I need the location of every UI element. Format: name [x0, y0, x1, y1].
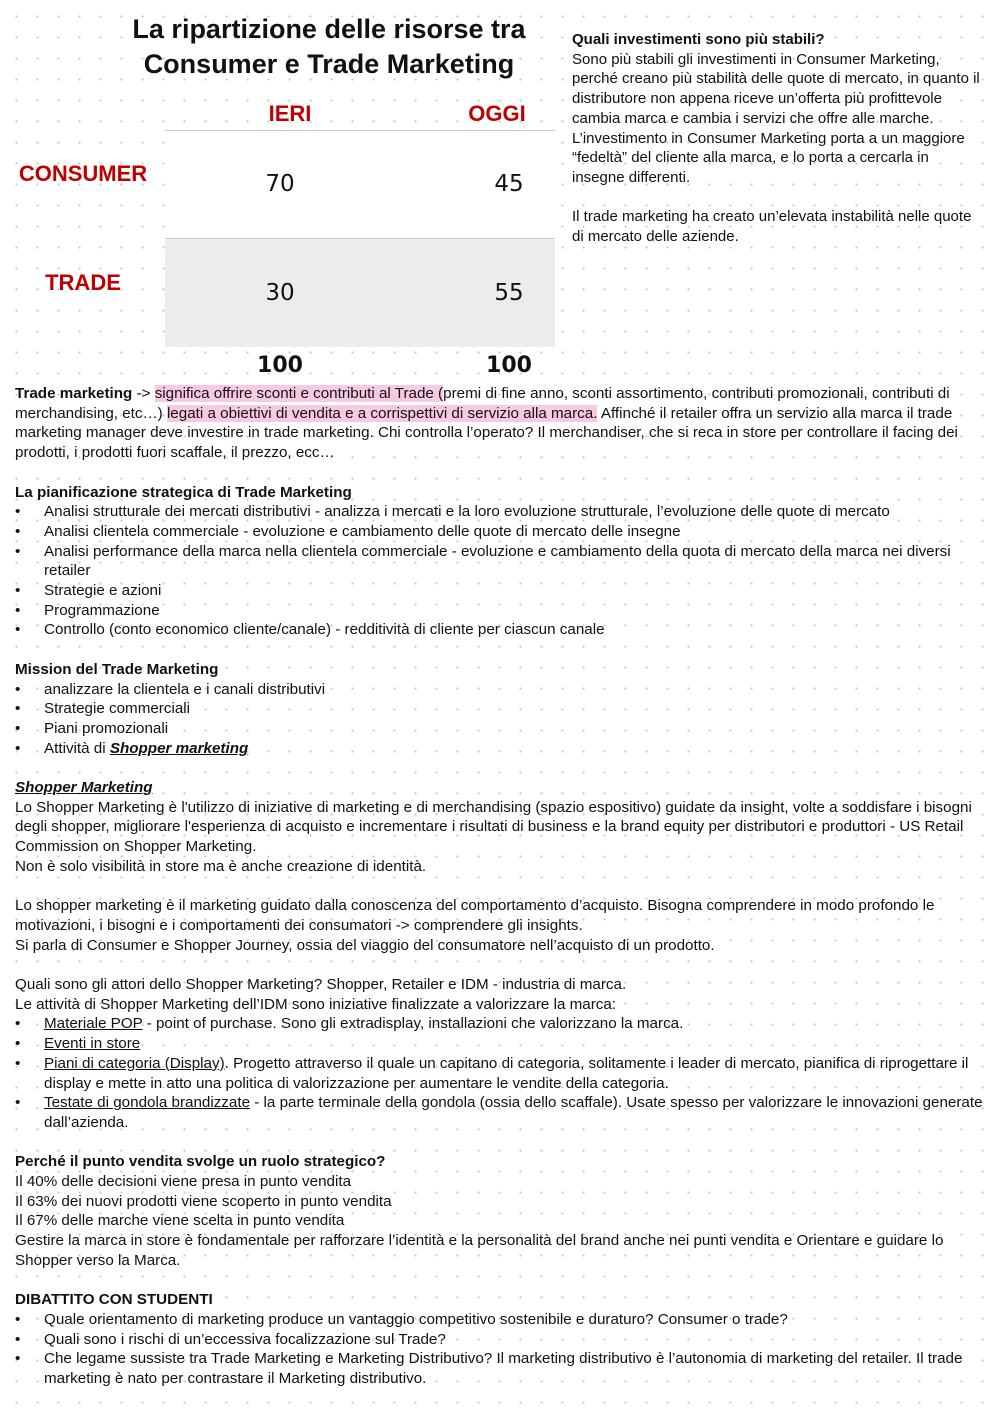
column-header-ieri: IERI	[268, 101, 312, 126]
trade-term: Trade marketing	[15, 385, 133, 402]
cell-consumer-ieri: 70	[265, 171, 295, 197]
definition-mid: premi di fine anno, sconti assortimento, contributi promozionali, contributi di merchandising, etc…)	[15, 385, 950, 422]
main-text	[15, 384, 987, 1389]
shopper-marketing-link[interactable]: Shopper marketing	[109, 739, 249, 757]
cell-trade-oggi: 55	[494, 280, 524, 306]
spacer	[15, 955, 987, 975]
arrow-text: ->	[132, 385, 155, 402]
row-label-consumer: CONSUMER	[18, 161, 148, 186]
spacer	[15, 640, 987, 660]
highlight-1: significa offrire sconti e contributi al Trade (	[154, 385, 444, 402]
side-note	[572, 30, 982, 247]
total-ieri: 100	[257, 353, 303, 378]
item-text: - la parte terminale della gondola (ossia dello scaffale). Usate spesso per valorizzare le innovazioni generate dall’azienda.	[44, 1094, 983, 1131]
spacer	[15, 1133, 987, 1153]
total-oggi: 100	[486, 353, 532, 378]
column-header-oggi: OGGI	[468, 101, 526, 126]
spacer	[572, 188, 982, 208]
shopper-paragraph-3: Lo shopper marketing è il marketing guidato dalla conoscenza del comportamento d’acquisto. Bisogna comprendere in modo profondo le motivazioni, i bisogni e i comportamenti dei consumatori -> comprendere gli insights.	[15, 897, 935, 934]
list-item: • Analisi performance della marca nella clientela commerciale - evoluzione e cambiamento della quota di mercato della marca nei diversi retailer	[15, 542, 987, 581]
list-item: • analizzare la clientela e i canali distributivi	[15, 680, 987, 700]
planning-heading: La pianificazione strategica di Trade Marketing	[15, 483, 352, 501]
shopper-paragraph-4: Si parla di Consumer e Shopper Journey, ossia del viaggio del consumatore nell’acquisto di un prodotto.	[15, 936, 715, 954]
side-paragraph-2: Il trade marketing ha creato un’elevata instabilità nelle quote di mercato delle aziende.	[572, 208, 972, 246]
list-item: • Analisi clientela commerciale - evoluzione e cambiamento delle quote di mercato delle insegne	[15, 522, 987, 542]
pos-line-1: Il 40% delle decisioni viene presa in punto vendita	[15, 1173, 352, 1191]
list-item	[15, 1054, 987, 1093]
spacer	[15, 877, 987, 897]
item-piani-di-categoria: Piani di categoria (Display)	[44, 1054, 225, 1072]
item-text: - point of purchase. Sono gli extradisplay, installazioni che valorizzano la marca.	[142, 1015, 684, 1033]
list-item	[15, 1093, 987, 1132]
list-item	[15, 739, 987, 759]
list-item: • Strategie e azioni	[15, 581, 987, 601]
spacer	[15, 758, 987, 778]
debate-heading: DIBATTITO CON STUDENTI	[15, 1291, 213, 1309]
item-materiale-pop: Materiale POP	[44, 1015, 143, 1033]
list-item	[15, 1014, 987, 1034]
cell-consumer-oggi: 45	[494, 171, 524, 197]
table-title: La ripartizione delle risorse tra Consumer e Trade Marketing	[132, 14, 526, 79]
spacer	[15, 1271, 987, 1291]
list-item: • Programmazione	[15, 601, 987, 621]
list-item	[15, 1034, 987, 1054]
shopper-paragraph-5: Quali sono gli attori dello Shopper Marketing? Shopper, Retailer e IDM - industria di marca.	[15, 976, 627, 994]
definition-rest: Affinché il retailer offra un servizio alla marca il trade marketing manager deve investire in trade marketing. Chi controlla l’operato? Il merchandiser, che si reca in store per controllare il facing dei prodotti, i prodotti fuori scaffale, il prezzo, ecc…	[15, 404, 958, 462]
shopper-heading: Shopper Marketing	[15, 779, 153, 797]
mission-last-prefix: Attività di	[44, 739, 110, 757]
shopper-paragraph-6: Le attività di Shopper Marketing dell’IDM sono iniziative finalizzate a valorizzare la marca:	[15, 995, 617, 1013]
shopper-paragraph-1: Lo Shopper Marketing è l'utilizzo di iniziative di marketing e di merchandising (spazio espositivo) guidate da insight, volte a soddisfare i bisogni degli shopper, migliorare l'esperienza di acquisto e incrementare i risultati di business e la brand equity per distributori e produttori - US Retail Commission on Shopper Marketing.	[15, 798, 972, 856]
list-item: • Piani promozionali	[15, 719, 987, 739]
side-paragraph-1: Sono più stabili gli investimenti in Consumer Marketing, perché creano più stabilità delle quote di mercato, in quanto il distributore non appena riceve un’offerta più profittevole cambia marca e cambia i servizi che offre alle marche. L’investimento in Consumer Marketing porta a un maggiore “fedeltà” del cliente alla marca, e lo porta a cercarla in insegne differenti.	[572, 50, 980, 186]
shopper-paragraph-2: Non è solo visibilità in store ma è anche creazione di identità.	[15, 857, 427, 875]
row-label-trade: TRADE	[45, 270, 121, 295]
item-eventi-in-store: Eventi in store	[44, 1035, 141, 1053]
pos-heading: Perché il punto vendita svolge un ruolo strategico?	[15, 1153, 386, 1171]
list-item: • Controllo (conto economico cliente/canale) - redditività di cliente per ciascun canale	[15, 620, 987, 640]
list-item: • Che legame sussiste tra Trade Marketing e Marketing Distributivo? Il marketing distributivo è l’autonomia di marketing del retailer. Il trade marketing è nato per contrastare il Marketing distributivo.	[15, 1349, 987, 1388]
list-item: • Analisi strutturale dei mercati distributivi - analizza i mercati e la loro evoluzione strutturale, l’evoluzione delle quote di mercato	[15, 502, 987, 522]
mission-heading: Mission del Trade Marketing	[15, 660, 219, 678]
cell-trade-ieri: 30	[265, 280, 295, 306]
trade-definition	[15, 384, 987, 463]
spacer	[15, 463, 987, 483]
side-heading: Quali investimenti sono più stabili?	[572, 31, 825, 48]
pos-line-3: Il 67% delle marche viene scelta in punto vendita	[15, 1212, 345, 1230]
item-text: . Progetto attraverso il quale un capitano di categoria, solitamente i leader di mercato, pianifica di riprogettare il display e mette in atto una politica di valorizzazione per aumentare le vendite della categoria.	[44, 1054, 969, 1092]
list-item: • Quale orientamento di marketing produce un vantaggio competitivo sostenibile e duraturo? Consumer o trade?	[15, 1310, 987, 1330]
highlight-2: legati a obiettivi di vendita e a corrispettivi di servizio alla marca.	[166, 404, 598, 422]
pos-line-4: Gestire la marca in store è fondamentale per rafforzare l’identità e la personalità del brand anche nei punti vendita e Orientare e guidare lo Shopper verso la Marca.	[15, 1232, 944, 1269]
item-testate-di-gondola: Testate di gondola brandizzate	[44, 1094, 251, 1112]
list-item: • Quali sono i rischi di un’eccessiva focalizzazione sul Trade?	[15, 1330, 987, 1350]
pos-line-2: Il 63% dei nuovi prodotti viene scoperto in punto vendita	[15, 1192, 392, 1210]
list-item: • Strategie commerciali	[15, 699, 987, 719]
